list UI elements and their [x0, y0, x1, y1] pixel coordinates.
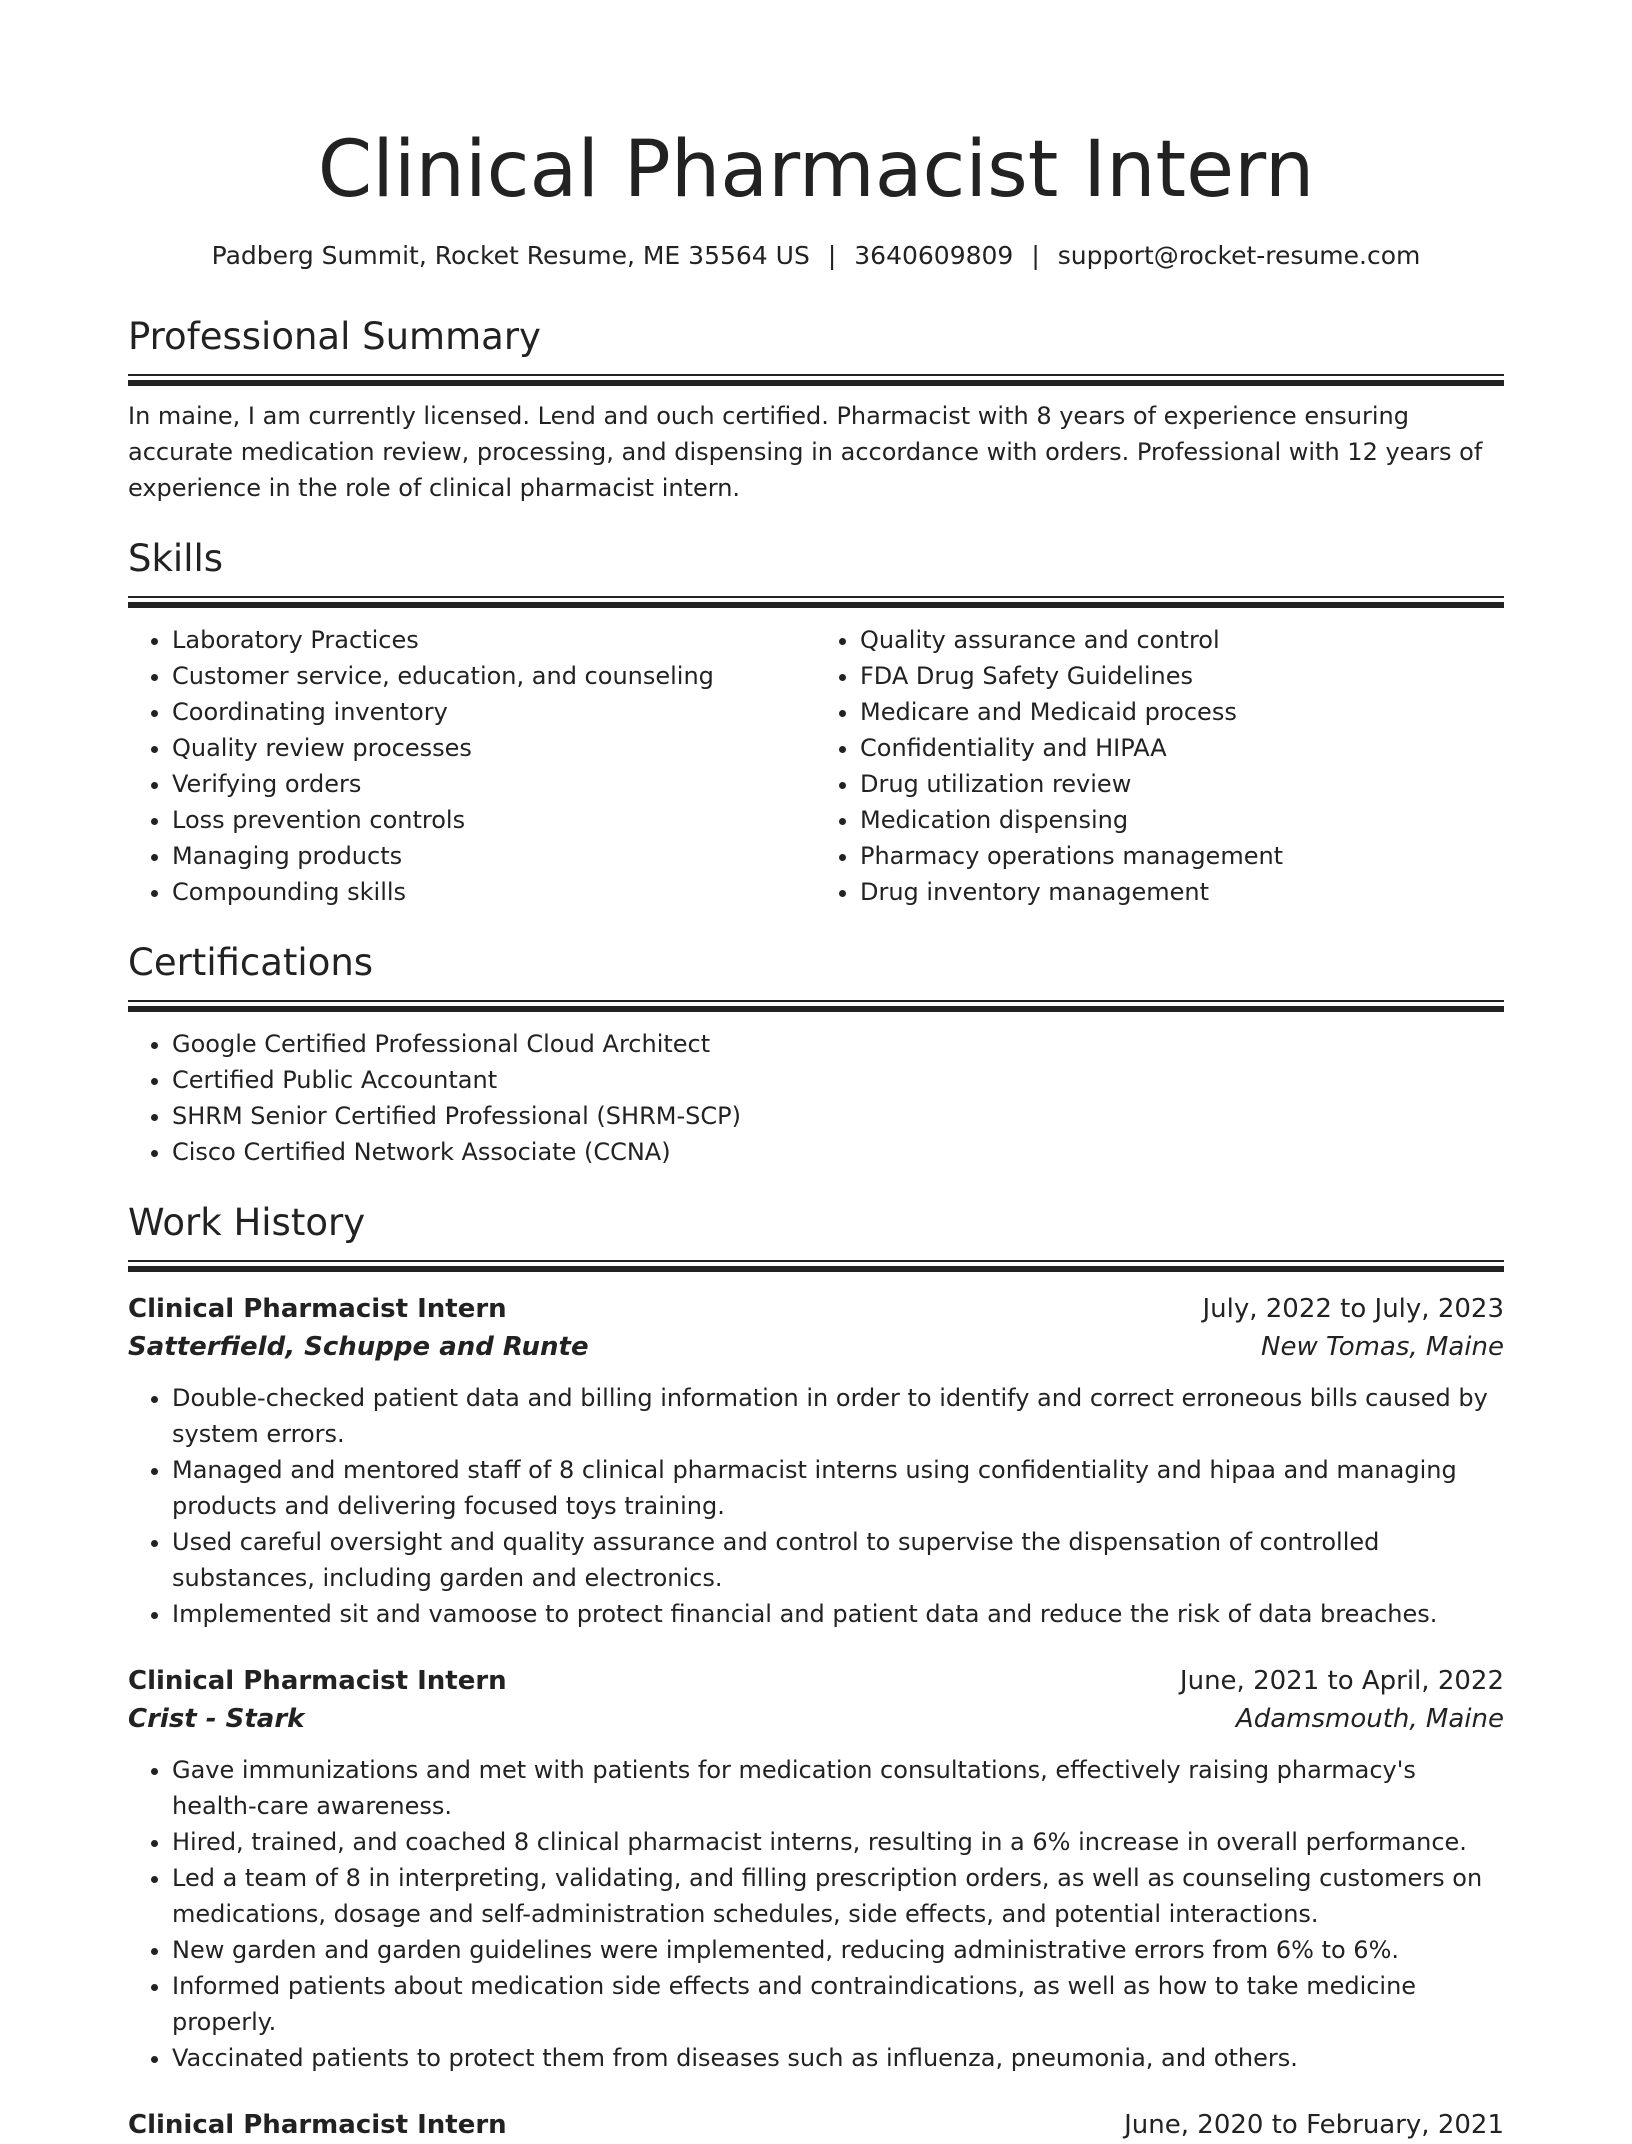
certification-list	[128, 1026, 1504, 1170]
job-header-row	[128, 1290, 1504, 1328]
skill-item: • Verifying orders	[172, 766, 816, 802]
skill-item: • Managing products	[172, 838, 816, 874]
contact-phone: 3640609809	[854, 241, 1014, 270]
job-bullet: • Led a team of 8 in interpreting, validating, and filling prescription orders, as well as counseling customers on medications, dosage and self-administration schedules, side effects, and potential interactions.	[172, 1860, 1504, 1932]
section-title-summary: Professional Summary	[128, 315, 541, 358]
section-divider	[128, 596, 1504, 608]
section-title-work-history: Work History	[128, 1201, 366, 1244]
certification-item: • Cisco Certified Network Associate (CCNA)	[172, 1134, 1504, 1170]
job-bullet-list	[128, 1380, 1504, 1632]
contact-line	[128, 238, 1504, 274]
skills-section	[128, 534, 1504, 910]
job-entry	[128, 1290, 1504, 1632]
skill-item: • Medicare and Medicaid process	[860, 694, 1504, 730]
skill-item: • Quality assurance and control	[860, 622, 1504, 658]
section-title-skills: Skills	[128, 537, 224, 580]
job-dates: July, 2022 to July, 2023	[1202, 1294, 1504, 1324]
job-title: Clinical Pharmacist Intern	[128, 2110, 507, 2140]
skill-item: • Loss prevention controls	[172, 802, 816, 838]
job-subheader-row	[128, 1328, 1504, 1366]
job-title: Clinical Pharmacist Intern	[128, 1294, 507, 1324]
contact-email[interactable]: support@rocket-resume.com	[1057, 241, 1421, 270]
job-subheader-row	[128, 1700, 1504, 1738]
job-dates: June, 2020 to February, 2021	[1124, 2110, 1504, 2140]
contact-separator: |	[1031, 241, 1040, 270]
job-company: Satterfield, Schuppe and Runte	[128, 1332, 589, 1362]
section-title-certifications: Certifications	[128, 941, 374, 984]
job-bullet: • New garden and garden guidelines were implemented, reducing administrative errors from 6% to 6%.	[172, 1932, 1504, 1968]
skill-item: • Laboratory Practices	[172, 622, 816, 658]
summary-text: In maine, I am currently licensed. Lend and ouch certified. Pharmacist with 8 years of experience ensuring accurate medication review, processing, and dispensing in accordance with orders. Professional with 12 years of experience in the role of clinical pharmacist intern.	[128, 402, 1483, 502]
skill-item: • Quality review processes	[172, 730, 816, 766]
section-divider	[128, 1000, 1504, 1012]
skill-item: • Drug inventory management	[860, 874, 1504, 910]
job-bullet-list	[128, 1752, 1504, 2076]
certification-item: • Certified Public Accountant	[172, 1062, 1504, 1098]
skill-item: • Medication dispensing	[860, 802, 1504, 838]
skill-item: • Drug utilization review	[860, 766, 1504, 802]
candidate-name: Clinical Pharmacist Intern	[317, 125, 1315, 215]
skill-item: • FDA Drug Safety Guidelines	[860, 658, 1504, 694]
job-bullet: • Managed and mentored staff of 8 clinical pharmacist interns using confidentiality and hipaa and managing products and delivering focused toys training.	[172, 1452, 1504, 1524]
skills-grid	[128, 622, 1504, 910]
job-header-row	[128, 1662, 1504, 1700]
job-bullet: • Double-checked patient data and billing information in order to identify and correct erroneous bills caused by system errors.	[172, 1380, 1504, 1452]
section-divider	[128, 1260, 1504, 1272]
job-bullet: • Hired, trained, and coached 8 clinical pharmacist interns, resulting in a 6% increase in overall performance.	[172, 1824, 1504, 1860]
skill-item: • Coordinating inventory	[172, 694, 816, 730]
skills-column-left	[128, 622, 816, 910]
certifications-section	[128, 938, 1504, 1170]
certification-item: • Google Certified Professional Cloud Architect	[172, 1026, 1504, 1062]
contact-separator: |	[827, 241, 837, 270]
skills-column-right	[816, 622, 1504, 910]
job-company: Crist - Stark	[128, 1704, 305, 1734]
job-title: Clinical Pharmacist Intern	[128, 1666, 507, 1696]
contact-address: Padberg Summit, Rocket Resume, ME 35564 US	[211, 241, 810, 270]
job-bullet: • Used careful oversight and quality assurance and control to supervise the dispensation of controlled substances, including garden and electronics.	[172, 1524, 1504, 1596]
job-bullet: • Implemented sit and vamoose to protect financial and patient data and reduce the risk of data breaches.	[172, 1596, 1504, 1632]
skill-item: • Confidentiality and HIPAA	[860, 730, 1504, 766]
job-bullet: • Gave immunizations and met with patients for medication consultations, effectively raising pharmacy's health-care awareness.	[172, 1752, 1504, 1824]
job-dates: June, 2021 to April, 2022	[1179, 1666, 1504, 1696]
skill-item: • Pharmacy operations management	[860, 838, 1504, 874]
job-location: Adamsmouth, Maine	[1235, 1704, 1504, 1734]
job-bullet: • Vaccinated patients to protect them from diseases such as influenza, pneumonia, and others.	[172, 2040, 1504, 2076]
resume-page	[128, 0, 1504, 2144]
skill-item: • Customer service, education, and counseling	[172, 658, 816, 694]
work-history-section	[128, 1198, 1504, 2144]
certification-item: • SHRM Senior Certified Professional (SHRM-SCP)	[172, 1098, 1504, 1134]
job-location: New Tomas, Maine	[1261, 1332, 1504, 1362]
summary-section	[128, 312, 1504, 506]
section-divider	[128, 374, 1504, 386]
job-entry	[128, 1662, 1504, 2076]
job-bullet: • Informed patients about medication side effects and contraindications, as well as how to take medicine properly.	[172, 1968, 1504, 2040]
skill-item: • Compounding skills	[172, 874, 816, 910]
